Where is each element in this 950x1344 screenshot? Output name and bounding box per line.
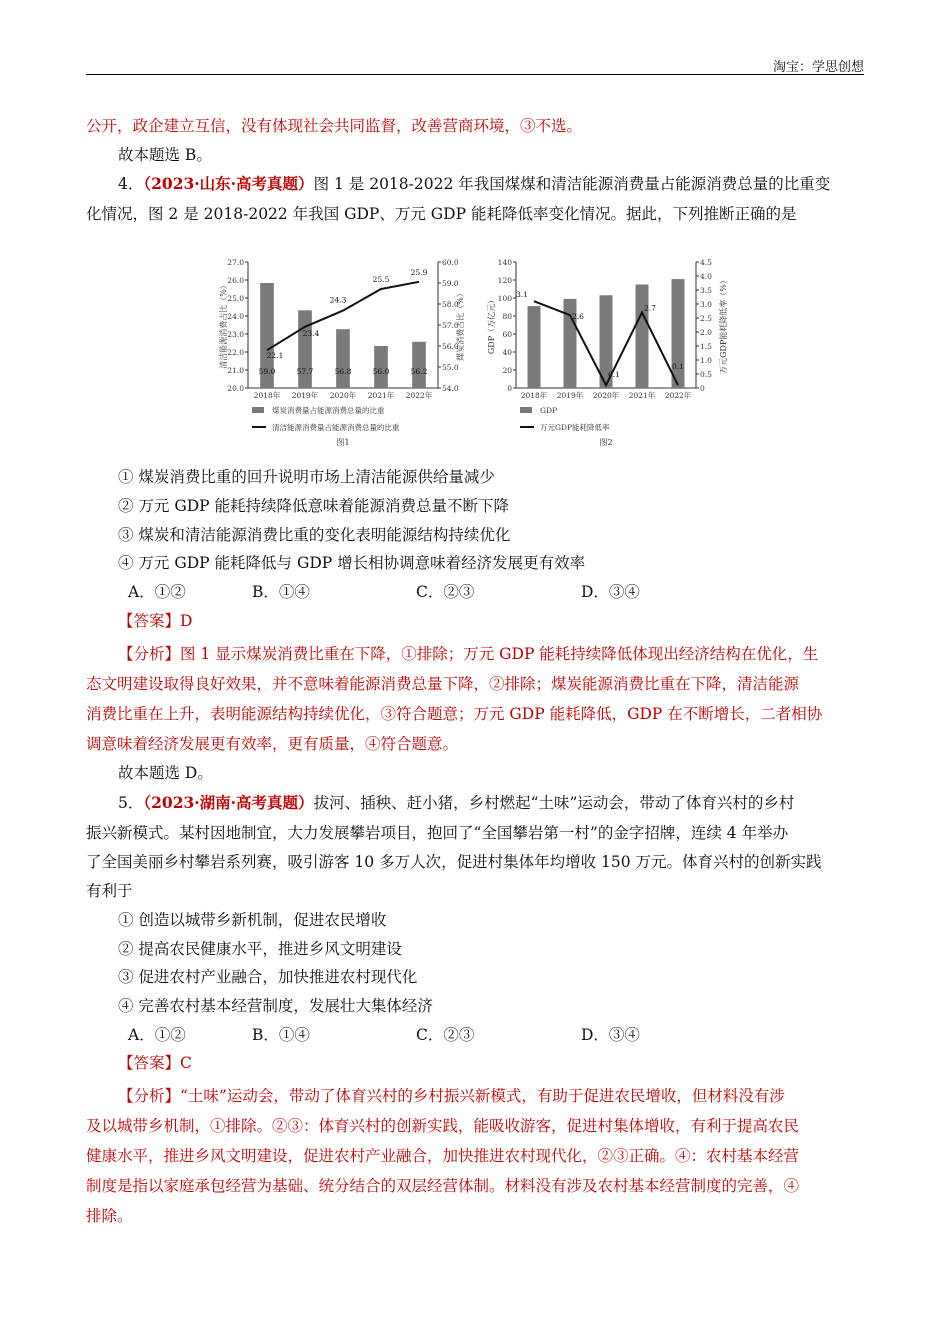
q5-option-a[interactable]: A．①② [128, 1026, 186, 1044]
line-value-label: 2.6 [572, 312, 584, 322]
line-value-label: 3.1 [516, 290, 528, 300]
y-tick-label-right: 59.0 [442, 279, 459, 288]
q3-analysis-tail: 公开，政企建立互信，没有体现社会共同监督，改善营商环境，③不选。 [86, 117, 583, 135]
q4-answer: 【答案】D [118, 612, 193, 630]
y-tick-label-left: 140 [497, 258, 512, 267]
q4-option-b[interactable]: B．①④ [252, 583, 310, 601]
y-tick-label-right: 3.5 [700, 286, 712, 295]
y-tick-label-right: 1.5 [700, 342, 712, 351]
q5-source: （2023·湖南·高考真题） [143, 793, 314, 812]
bar-value-label: 59.0 [258, 367, 276, 376]
y-tick-label-left: 20 [502, 366, 512, 375]
legend-bar-label: 煤炭消费量占能源消费总量的比重 [272, 406, 385, 415]
q4-stem-line1 [118, 174, 830, 194]
q5-item-3: ③ 促进农村产业融合，加快推进农村现代化 [118, 968, 418, 986]
y-tick-label-left: 24.0 [227, 312, 244, 321]
line-value-label: 0.1 [672, 362, 684, 372]
q4-source: （2023·山东·高考真题） [143, 174, 314, 193]
y-axis-label-right: 煤炭消费占比（%） [456, 289, 465, 361]
y-tick-label-right: 1.0 [700, 356, 712, 365]
line-value-label: 25.5 [372, 275, 390, 284]
q4-stem-line2: 化情况，图 2 是 2018-2022 年我国 GDP、万元 GDP 能耗降低率变化情况。据此，下列推断正确的是 [86, 205, 797, 223]
chart-title: 图1 [336, 438, 350, 447]
x-tick-label: 2020年 [329, 391, 357, 400]
legend-line-label: 清洁能源消费量占能源消费总量的比重 [272, 423, 400, 432]
line-value-label: 24.3 [329, 295, 347, 305]
q4-analysis-line4: 调意味着经济发展更有效率，更有质量，④符合题意。 [86, 735, 459, 753]
q5-analysis-line4: 制度是指以家庭承包经营为基础、统分结合的双层经营体制。材料没有涉及农村基本经营制度的完善，④ [86, 1177, 800, 1195]
line-value-label: 0.1 [608, 370, 620, 380]
line-value-label: 23.4 [302, 328, 320, 338]
x-tick-label: 2019年 [556, 391, 584, 400]
line-value-label: 22.1 [266, 351, 284, 361]
legend-bar-label: GDP [540, 406, 558, 415]
q4-item-4: ④ 万元 GDP 能耗降低与 GDP 增长相协调意味着经济发展更有效率 [118, 554, 586, 572]
q4-item-3: ③ 煤炭和清洁能源消费比重的变化表明能源结构持续优化 [118, 526, 511, 544]
q5-option-d[interactable]: D．③④ [581, 1026, 640, 1044]
y-axis-label-left: 清洁能源消费占比（%） [219, 281, 228, 369]
q5-item-1: ① 创造以城带乡新机制，促进农民增收 [118, 911, 387, 929]
legend-line-label: 万元GDP能耗降低率 [540, 423, 610, 432]
q4-item-2: ② 万元 GDP 能耗持续降低意味着能源消费总量不断下降 [118, 497, 510, 515]
q5-item-2: ② 提高农民健康水平，推进乡风文明建设 [118, 940, 402, 958]
bar [528, 306, 541, 388]
q5-stem-line2: 振兴新模式。某村因地制宜，大力发展攀岩项目，抱回了“全国攀岩第一村”的金字招牌，连续 4 年举办 [86, 824, 789, 842]
q5-option-b[interactable]: B．①④ [252, 1026, 310, 1044]
bar-value-label: 56.8 [334, 367, 352, 376]
q4-item-1: ① 煤炭消费比重的回升说明市场上清洁能源供给量减少 [118, 468, 495, 486]
y-tick-label-right: 2.0 [700, 328, 712, 337]
y-tick-label-right: 56.0 [442, 342, 459, 351]
chart-2-svg [486, 250, 736, 455]
q4-option-a[interactable]: A．①② [128, 583, 186, 601]
q5-stem-line3: 了全国美丽乡村攀岩系列赛，吸引游客 10 多万人次，促进村集体年均增收 150 万元。体育兴村的创新实践 [86, 853, 822, 871]
q4-analysis-line2: 态文明建设取得良好效果，并不意味着能源消费总量下降，②排除；煤炭能源消费比重在下降，清洁能源 [86, 675, 800, 693]
y-axis-label-right: 万元GDP能耗降低率（%） [719, 276, 728, 374]
q4-option-d[interactable]: D．③④ [581, 583, 640, 601]
q5-answer: 【答案】C [118, 1054, 192, 1072]
y-tick-label-right: 4.5 [700, 258, 712, 267]
q4-conclusion: 故本题选 D。 [118, 764, 213, 782]
bar [412, 342, 426, 388]
q5-stem-line1 [118, 793, 794, 813]
line-value-label: 2.7 [644, 303, 656, 313]
y-tick-label-right: 4.0 [700, 272, 712, 281]
y-tick-label-left: 21.0 [227, 366, 244, 375]
x-tick-label: 2022年 [405, 391, 433, 400]
y-tick-label-left: 100 [497, 294, 512, 303]
line-value-label: 25.9 [410, 267, 428, 277]
q4-analysis-line3: 消费比重在上升，表明能源结构持续优化，③符合题意；万元 GDP 能耗降低，GDP 在不断增长，二者相协 [86, 705, 823, 723]
q5-item-4: ④ 完善农村基本经营制度，发展壮大集体经济 [118, 997, 433, 1015]
y-tick-label-left: 20.0 [227, 384, 244, 393]
y-axis-label-left: GDP（万亿元） [487, 295, 496, 355]
y-tick-label-right: 0 [700, 384, 705, 393]
chart-figure-2 [486, 250, 736, 459]
chart-1-svg [218, 250, 468, 455]
y-tick-label-left: 120 [497, 276, 512, 285]
y-tick-label-left: 22.0 [227, 348, 244, 357]
y-tick-label-right: 3.0 [700, 300, 712, 309]
y-tick-label-right: 2.5 [700, 314, 712, 323]
q5-analysis-line5: 排除。 [86, 1207, 133, 1225]
y-tick-label-left: 60 [502, 330, 512, 339]
x-tick-label: 2018年 [253, 391, 281, 400]
x-tick-label: 2021年 [628, 391, 656, 400]
legend-bar-swatch [520, 407, 532, 413]
q4-option-c[interactable]: C．②③ [416, 583, 475, 601]
q5-analysis-line3: 健康水平，推进乡风文明建设，促进农村产业融合，加快推进农村现代化，②③正确。④：农村基本经营 [86, 1147, 800, 1165]
y-tick-label-right: 60.0 [442, 258, 459, 267]
y-tick-label-right: 54.0 [442, 384, 459, 393]
x-tick-label: 2019年 [291, 391, 319, 400]
bar-value-label: 56.0 [372, 367, 390, 376]
header-text: 淘宝：学思创想 [772, 60, 864, 75]
q5-analysis-line1: 【分析】“土味”运动会，带动了体育兴村的乡村振兴新模式，有助于促进农民增收，但材料没有涉 [118, 1087, 785, 1105]
bar [636, 285, 649, 389]
bar-value-label: 57.7 [296, 367, 314, 376]
q5-number: 5． [118, 794, 144, 812]
x-tick-label: 2021年 [367, 391, 395, 400]
bar [336, 329, 350, 388]
bar [672, 279, 685, 388]
page-header [86, 54, 864, 75]
q4-analysis-line1: 【分析】图 1 显示煤炭消费比重在下降，①排除；万元 GDP 能耗持续降低体现出经济结构在优化，生 [118, 645, 819, 663]
legend-bar-swatch [252, 407, 264, 413]
bar-value-label: 56.2 [410, 367, 428, 376]
bar [298, 310, 312, 388]
chart-title: 图2 [599, 438, 613, 447]
q3-conclusion: 故本题选 B。 [118, 146, 212, 164]
q4-number: 4． [118, 175, 144, 193]
x-tick-label: 2022年 [664, 391, 692, 400]
x-tick-label: 2020年 [592, 391, 620, 400]
y-tick-label-left: 25.0 [227, 294, 244, 303]
q5-analysis-line2: 及以城带乡机制，①排除。②③：体育兴村的创新实践，能吸收游客，促进村集体增收，有利于提高农民 [86, 1117, 800, 1135]
y-tick-label-left: 27.0 [227, 258, 244, 267]
y-tick-label-left: 80 [502, 312, 512, 321]
y-tick-label-right: 0.5 [700, 370, 712, 379]
y-tick-label-left: 0 [507, 384, 512, 393]
q5-stem-line4: 有利于 [86, 882, 133, 900]
q4-stem-text1: 图 1 是 2018-2022 年我国煤煤和清洁能源消费量占能源消费总量的比重变 [313, 175, 831, 193]
q5-stem-text1: 拔河、插秧、赶小猪，乡村燃起“土味”运动会，带动了体育兴村的乡村 [313, 794, 795, 812]
q5-option-c[interactable]: C．②③ [416, 1026, 475, 1044]
x-tick-label: 2018年 [520, 391, 548, 400]
y-tick-label-right: 55.0 [442, 363, 459, 372]
y-tick-label-left: 40 [502, 348, 512, 357]
chart-figure-1 [218, 250, 468, 459]
y-tick-label-right: 57.0 [442, 321, 459, 330]
y-tick-label-left: 26.0 [227, 276, 244, 285]
y-tick-label-left: 23.0 [227, 330, 244, 339]
y-tick-label-right: 58.0 [442, 300, 459, 309]
